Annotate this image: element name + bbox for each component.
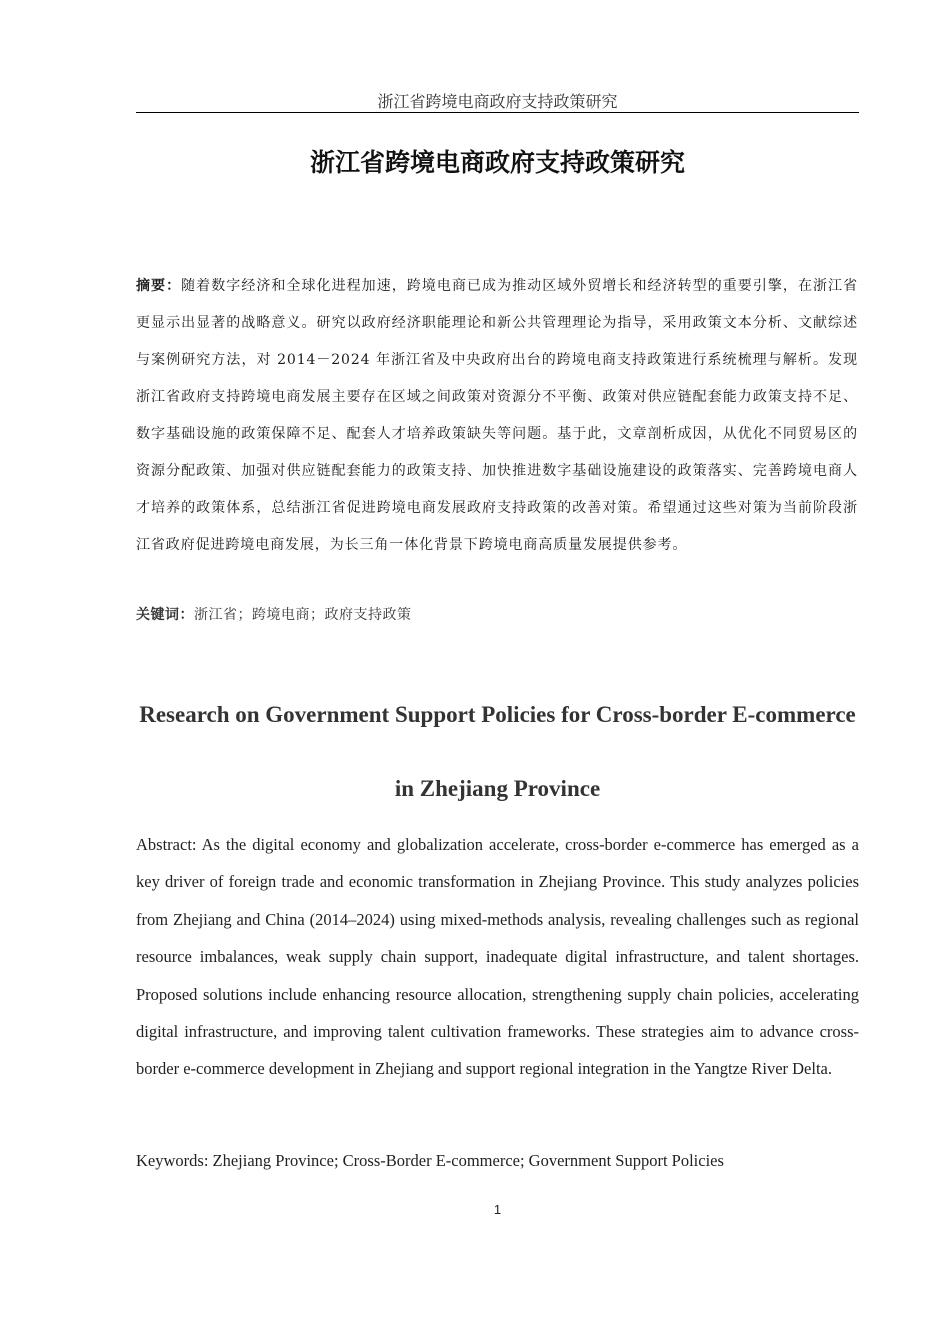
header-rule [136,112,859,113]
page-number: 1 [493,1202,502,1217]
chinese-title: 浙江省跨境电商政府支持政策研究 [309,148,685,177]
running-header: 浙江省跨境电商政府支持政策研究 [377,92,618,111]
english-keywords: Keywords: Zhejiang Province; Cross-Border E-commerce; Government Support Policies [136,1151,724,1170]
chinese-keywords [136,604,858,626]
chinese-abstract-text: 随着数字经济和全球化进程加速，跨境电商已成为推动区域外贸增长和经济转型的重要引擎，在浙江省更显示出显著的战略意义。研究以政府经济职能理论和新公共管理理论为指导，采用政策文本分析、文献综述与案例研究方法，对 2014－2024 年浙江省及中央政府出台的跨境电商支持政策进行系统梳理与解析。发现浙江省政府支持跨境电商发展主要存在区域之间政策对资源分不平衡、政策对供应链配套能力政策支持不足、数字基础设施的政策保障不足、配套人才培养政策缺失等问题。基于此，文章剖析成因，从优化不同贸易区的资源分配政策、加强对供应链配套能力的政策支持、加快推进数字基础设施建设的政策落实、完善跨境电商人才培养的政策体系，总结浙江省促进跨境电商发展政府支持政策的改善对策。希望通过这些对策为当前阶段浙江省政府促进跨境电商发展，为长三角一体化背景下跨境电商高质量发展提供参考。 [136,278,859,553]
chinese-abstract [136,268,858,564]
chinese-keywords-label: 关键词： [136,607,194,623]
english-abstract: Abstract: As the digital economy and globalization accelerate, cross-border e-commerce has emerged as a key driver of foreign trade and economic transformation in Zhejiang Province. This study analyzes policies from Zhejiang and China (2014–2024) using mixed-methods analysis, revealing challenges such as regional resource imbalances, weak supply chain support, inadequate digital infrastructure, and talent shortages. Proposed solutions include enhancing resource allocation, strengthening supply chain policies, accelerating digital infrastructure, and improving talent cultivation frameworks. These strategies aim to advance cross-border e-commerce development in Zhejiang and support regional integration in the Yangtze River Delta. [136,835,859,1079]
chinese-keywords-text: 浙江省；跨境电商；政府支持政策 [194,607,412,623]
chinese-abstract-label: 摘要： [136,278,182,294]
english-title: Research on Government Support Policies for Cross-border E-commerce in Zhejiang Province [139,702,856,801]
